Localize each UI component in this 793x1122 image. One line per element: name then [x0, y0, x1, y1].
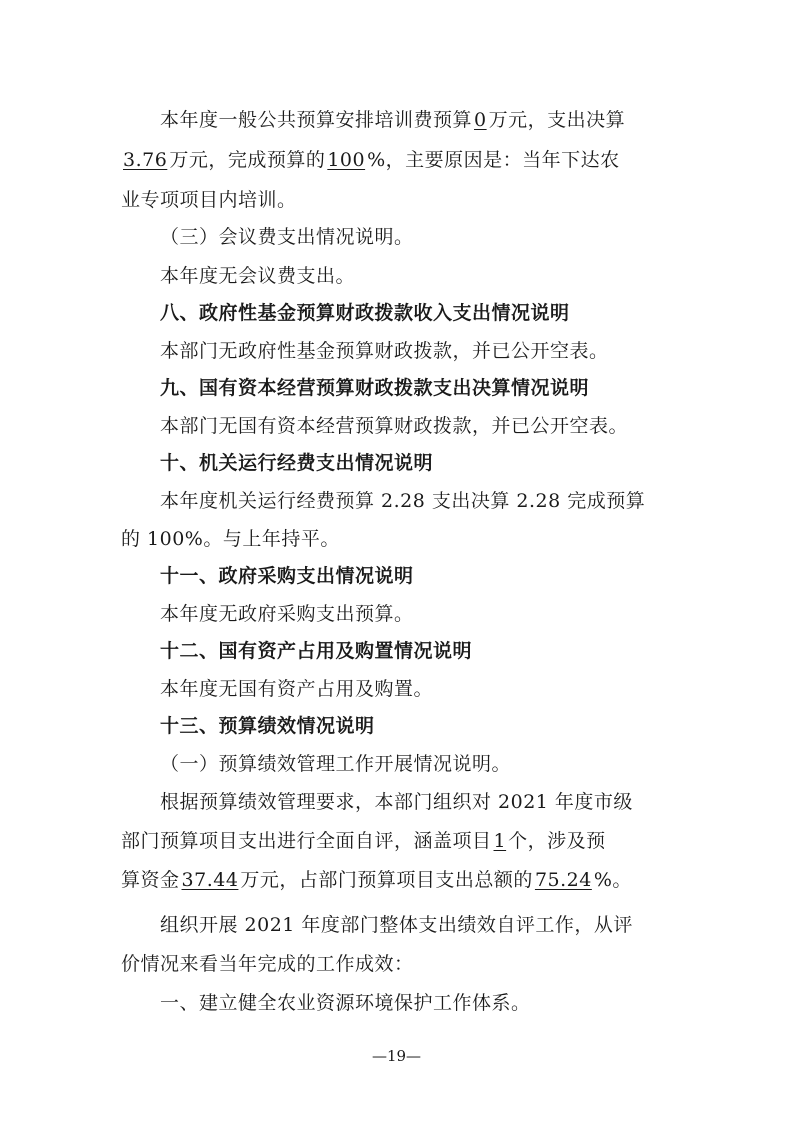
text: 本年度一般公共预算安排培训费预算	[160, 109, 473, 131]
section-8-heading: 八、政府性基金预算财政拨款收入支出情况说明	[160, 302, 570, 324]
text: 算资金	[121, 869, 180, 891]
text: %。	[593, 869, 632, 891]
section-11-text: 本年度无政府采购支出预算。	[160, 603, 414, 625]
text: 部门预算项目支出进行全面自评，涵盖项目	[121, 830, 492, 852]
performance-line-2	[121, 829, 681, 853]
training-fee-line-1	[160, 108, 720, 132]
section-10-text-2: 的 100%。与上年持平。	[121, 528, 340, 550]
section-13-subheading: （一）预算绩效管理工作开展情况说明。	[160, 753, 512, 775]
self-eval-line-2: 价情况来看当年完成的工作成效：	[121, 953, 414, 975]
text: 万元，占部门预算项目支出总额的	[240, 869, 533, 891]
training-fee-line-2	[121, 148, 681, 172]
training-spend-value: 3.76	[123, 149, 168, 171]
section-12-heading: 十二、国有资产占用及购置情况说明	[160, 640, 473, 662]
training-budget-value: 0	[474, 109, 487, 131]
section-10-text-1: 本年度机关运行经费预算 2.28 支出决算 2.28 完成预算	[160, 490, 646, 512]
text: 个，涉及预	[508, 830, 606, 852]
section-8-text: 本部门无政府性基金预算财政拨款，并已公开空表。	[160, 340, 609, 362]
self-eval-line-1: 组织开展 2021 年度部门整体支出绩效自评工作，从评	[160, 914, 633, 936]
section-10-heading: 十、机关运行经费支出情况说明	[160, 452, 434, 474]
performance-line-3	[121, 868, 681, 892]
section-9-heading: 九、国有资本经营预算财政拨款支出决算情况说明	[160, 377, 590, 399]
budget-fund-value: 37.44	[181, 869, 239, 891]
text: %，主要原因是：当年下达农	[367, 149, 620, 171]
training-completion-value: 100	[327, 149, 366, 171]
section-13-heading: 十三、预算绩效情况说明	[160, 715, 375, 737]
meeting-subheading: （三）会议费支出情况说明。	[160, 226, 414, 248]
performance-line-1: 根据预算绩效管理要求，本部门组织对 2021 年度市级	[160, 791, 633, 813]
budget-share-value: 75.24	[534, 869, 592, 891]
text: 万元，支出决算	[488, 109, 626, 131]
section-12-text: 本年度无国有资产占用及购置。	[160, 678, 434, 700]
page-number: —19—	[371, 1047, 422, 1065]
section-11-heading: 十一、政府采购支出情况说明	[160, 565, 414, 587]
project-count-value: 1	[493, 830, 507, 852]
section-9-text: 本部门无国有资本经营预算财政拨款，并已公开空表。	[160, 415, 629, 437]
training-fee-line-3: 业专项项目内培训。	[121, 189, 297, 211]
meeting-text: 本年度无会议费支出。	[160, 265, 356, 287]
text: 万元，完成预算的	[169, 149, 326, 171]
system-building-line: 一、建立健全农业资源环境保护工作体系。	[160, 992, 531, 1014]
